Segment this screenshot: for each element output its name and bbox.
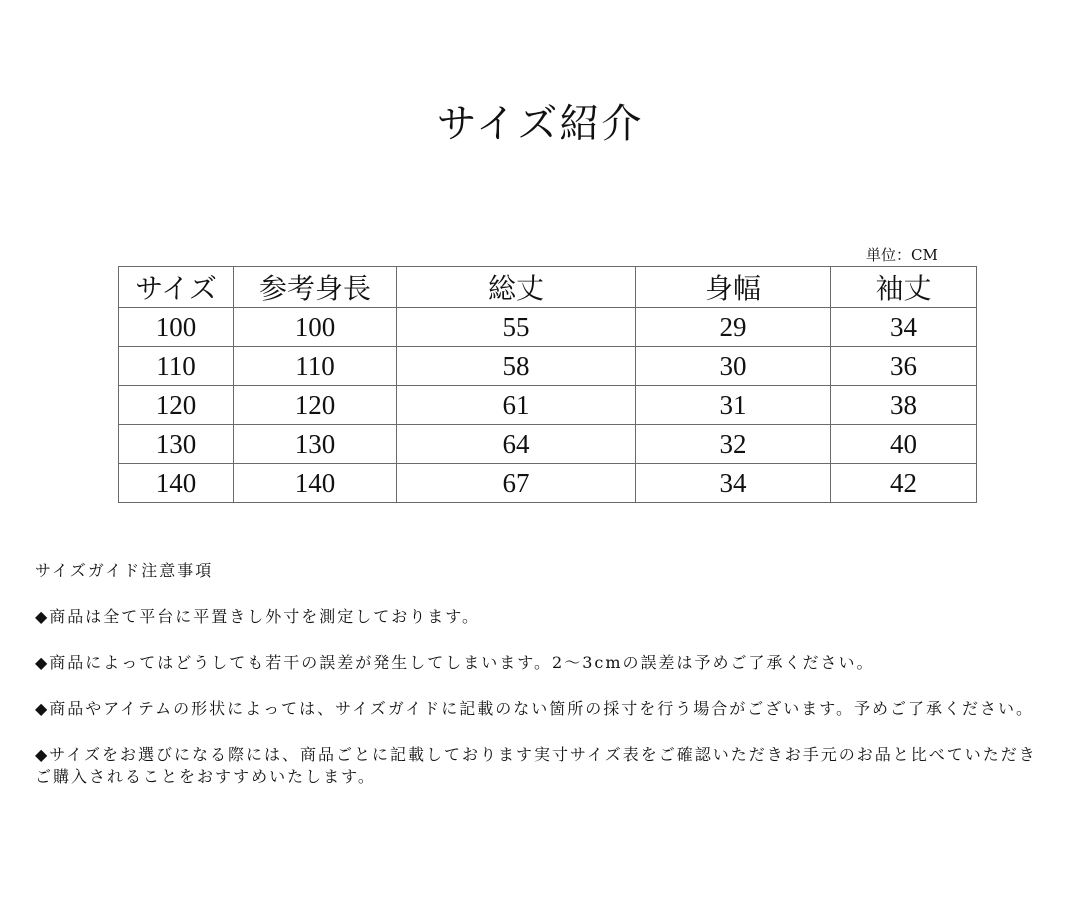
table-cell: 130 xyxy=(119,425,234,464)
table-cell: 31 xyxy=(636,386,831,425)
header-sleeve-length: 袖丈 xyxy=(831,267,977,308)
table-cell: 34 xyxy=(831,308,977,347)
table-row xyxy=(119,464,977,503)
table-cell: 100 xyxy=(119,308,234,347)
table-row xyxy=(119,386,977,425)
table-cell: 64 xyxy=(397,425,636,464)
size-table xyxy=(118,266,977,503)
table-header-row xyxy=(119,267,977,308)
table-cell: 38 xyxy=(831,386,977,425)
table-cell: 32 xyxy=(636,425,831,464)
table-cell: 67 xyxy=(397,464,636,503)
table-cell: 42 xyxy=(831,464,977,503)
table-cell: 120 xyxy=(119,386,234,425)
notes-heading: サイズガイド注意事項 xyxy=(35,561,214,580)
table-row xyxy=(119,347,977,386)
table-cell: 30 xyxy=(636,347,831,386)
note-item: ◆商品は全て平台に平置きし外寸を測定しております。 xyxy=(35,607,481,626)
page-title: サイズ紹介 xyxy=(436,101,644,147)
table-row xyxy=(119,425,977,464)
table-cell: 55 xyxy=(397,308,636,347)
note-item: ◆商品によってはどうしても若干の誤差が発生してしまいます。2～3cmの誤差は予めご了承ください。 xyxy=(35,653,875,672)
note-item: ◆商品やアイテムの形状によっては、サイズガイドに記載のない箇所の採寸を行う場合がございます。予めご了承ください。 xyxy=(35,699,1035,718)
unit-label: 単位：CM xyxy=(866,246,938,264)
header-size: サイズ xyxy=(119,267,234,308)
table-cell: 100 xyxy=(234,308,397,347)
table-cell: 110 xyxy=(119,347,234,386)
table-cell: 140 xyxy=(119,464,234,503)
table-cell: 58 xyxy=(397,347,636,386)
note-item: ◆サイズをお選びになる際には、商品ごとに記載しております実寸サイズ表をご確認いただきお手元のお品と比べていただきご購入されることをおすすめいたします。 xyxy=(35,745,1037,786)
table-cell: 110 xyxy=(234,347,397,386)
table-cell: 34 xyxy=(636,464,831,503)
table-cell: 130 xyxy=(234,425,397,464)
header-reference-height: 参考身長 xyxy=(234,267,397,308)
size-guide-notes xyxy=(35,560,1050,812)
table-cell: 36 xyxy=(831,347,977,386)
table-cell: 140 xyxy=(234,464,397,503)
header-body-width: 身幅 xyxy=(636,267,831,308)
header-total-length: 総丈 xyxy=(397,267,636,308)
table-cell: 61 xyxy=(397,386,636,425)
table-row xyxy=(119,308,977,347)
table-cell: 40 xyxy=(831,425,977,464)
table-cell: 29 xyxy=(636,308,831,347)
table-cell: 120 xyxy=(234,386,397,425)
